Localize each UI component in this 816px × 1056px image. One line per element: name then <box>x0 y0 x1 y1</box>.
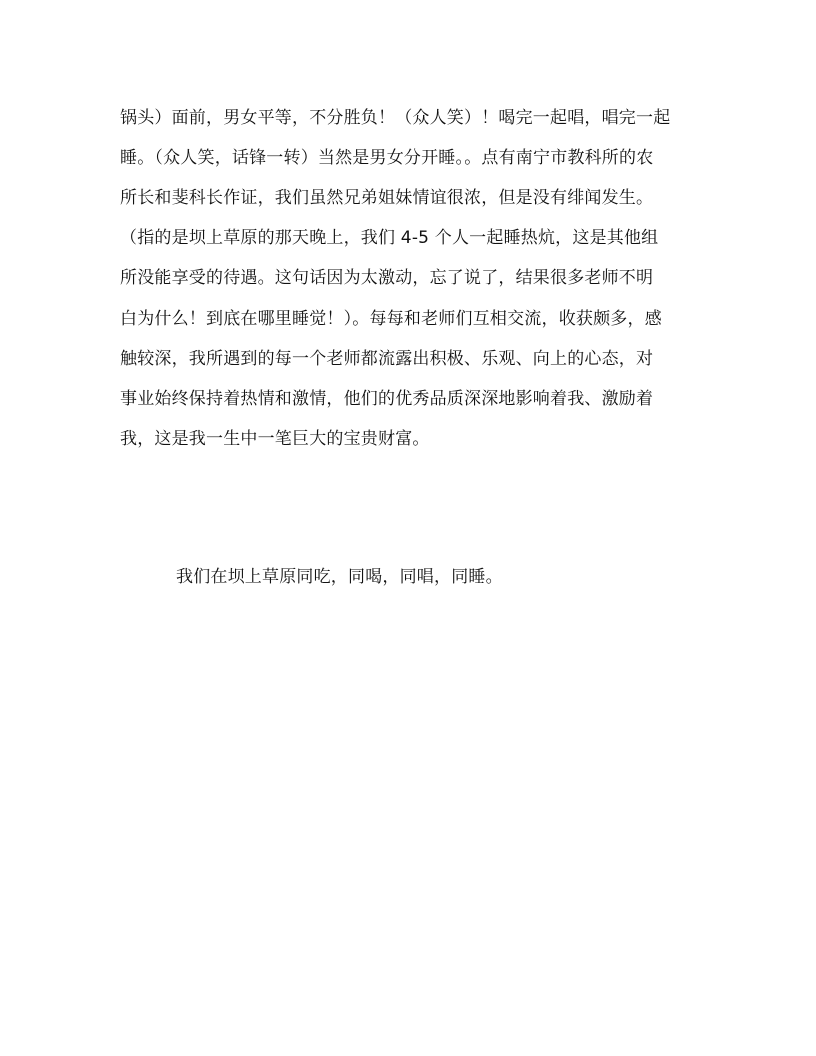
paragraph-1-line-7: 触较深，我所遇到的每一个老师都流露出积极、乐观、向上的心态，对 <box>120 349 654 369</box>
paragraph-1-line-1: 锅头）面前，男女平等，不分胜负！（众人笑）！喝完一起唱，唱完一起 <box>120 108 671 128</box>
paragraph-1-line-9: 我，这是我一生中一笔巨大的宝贵财富。 <box>120 429 430 449</box>
paragraph-1-line-5: 所没能享受的待遇。这句话因为太激动，忘了说了，结果很多老师不明 <box>120 268 654 288</box>
paragraph-1-line-3: 所长和斐科长作证，我们虽然兄弟姐妹情谊很浓，但是没有绯闻发生。 <box>120 188 654 208</box>
paragraph-1-line-4: （指的是坝上草原的那天晚上，我们 4-5 个人一起睡热炕，这是其他组 <box>120 228 659 248</box>
paragraph-2: 我们在坝上草原同吃，同喝，同唱，同睡。 <box>176 567 503 587</box>
paragraph-1-line-8: 事业始终保持着热情和激情，他们的优秀品质深深地影响着我、激励着 <box>120 389 654 409</box>
paragraph-1-line-2: 睡。（众人笑，话锋一转）当然是男女分开睡。。点有南宁市教科所的农 <box>120 148 654 168</box>
paragraph-1-line-6: 白为什么！到底在哪里睡觉！）。每每和老师们互相交流，收获颇多，感 <box>120 309 662 329</box>
